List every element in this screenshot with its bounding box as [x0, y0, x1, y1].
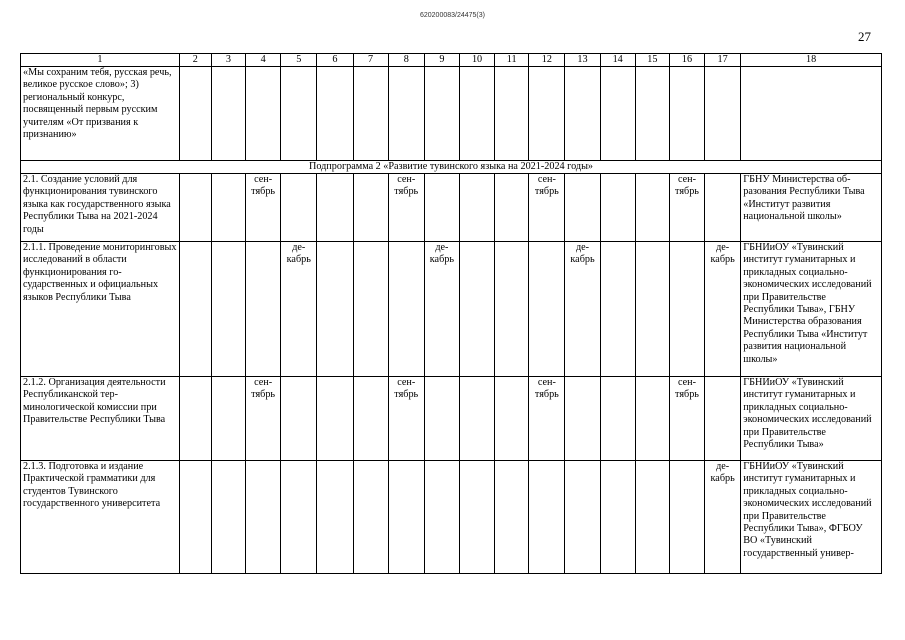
document-id: 620200083/24475(3) [419, 12, 485, 19]
schedule-cell-9 [424, 174, 459, 242]
header-cell-14: 14 [600, 54, 635, 67]
header-cell-17: 17 [705, 54, 741, 67]
table-row [21, 242, 882, 377]
schedule-cell-14 [600, 377, 635, 461]
schedule-cell-11 [495, 67, 529, 161]
schedule-cell-10 [459, 242, 494, 377]
schedule-cell-3 [211, 242, 245, 377]
header-cell-9: 9 [424, 54, 459, 67]
responsible-org-cell: ГБНИиОУ «Тувинский институт гуманитарных и прикладных социально-экономических исследований при Правительстве Республики Тыва» [741, 377, 882, 461]
schedule-cell-14 [600, 242, 635, 377]
schedule-cell-4 [246, 461, 281, 574]
schedule-cell-8: сентябрь [388, 377, 424, 461]
schedule-cell-11 [495, 174, 529, 242]
schedule-cell-15 [635, 67, 669, 161]
schedule-cell-17 [705, 377, 741, 461]
schedule-cell-6 [317, 174, 353, 242]
task-cell: 2.1. Создание условий для функционирования тувинского языка как государственного языка Республики Тыва на 2021-2024 годы [21, 174, 180, 242]
header-cell-10: 10 [459, 54, 494, 67]
schedule-cell-2 [179, 67, 211, 161]
schedule-cell-8 [388, 461, 424, 574]
schedule-cell-8 [388, 67, 424, 161]
schedule-cell-13 [565, 67, 600, 161]
task-cell: 2.1.1. Проведение мониторинговых исследований в области функционирования государственных и официальных языков Республики Тыва [21, 242, 180, 377]
schedule-cell-9 [424, 377, 459, 461]
header-cell-13: 13 [565, 54, 600, 67]
header-cell-18: 18 [741, 54, 882, 67]
page-number: 27 [858, 29, 871, 44]
schedule-cell-14 [600, 174, 635, 242]
schedule-cell-7 [353, 461, 388, 574]
schedule-cell-12 [529, 461, 565, 574]
responsible-org-cell: ГБНУ Министерства образования Республики Тыва «Институт развития национальной школы» [741, 174, 882, 242]
schedule-cell-2 [179, 174, 211, 242]
schedule-cell-6 [317, 242, 353, 377]
schedule-cell-10 [459, 377, 494, 461]
schedule-cell-5 [281, 174, 317, 242]
schedule-cell-5 [281, 377, 317, 461]
header-cell-2: 2 [179, 54, 211, 67]
schedule-cell-3 [211, 461, 245, 574]
schedule-cell-16 [669, 67, 704, 161]
header-cell-6: 6 [317, 54, 353, 67]
table-row [21, 174, 882, 242]
schedule-cell-6 [317, 377, 353, 461]
schedule-cell-15 [635, 461, 669, 574]
header-cell-3: 3 [211, 54, 245, 67]
schedule-cell-10 [459, 461, 494, 574]
schedule-cell-7 [353, 242, 388, 377]
table-row [21, 377, 882, 461]
schedule-cell-5: декабрь [281, 242, 317, 377]
schedule-cell-13 [565, 174, 600, 242]
schedule-cell-7 [353, 174, 388, 242]
header-cell-7: 7 [353, 54, 388, 67]
schedule-cell-10 [459, 174, 494, 242]
schedule-cell-15 [635, 242, 669, 377]
header-cell-8: 8 [388, 54, 424, 67]
schedule-cell-3 [211, 174, 245, 242]
schedule-cell-11 [495, 461, 529, 574]
schedule-cell-7 [353, 377, 388, 461]
schedule-cell-16 [669, 461, 704, 574]
schedule-cell-9: декабрь [424, 242, 459, 377]
schedule-cell-2 [179, 377, 211, 461]
schedule-cell-6 [317, 461, 353, 574]
subprogram-row [21, 161, 882, 174]
schedule-cell-9 [424, 67, 459, 161]
responsible-org-cell: ГБНИиОУ «Тувинский институт гуманитарных и прикладных социально-экономических исследований при Правительстве Республики Тыва», ФГБОУ ВО «Тувинский государственный универ- [741, 461, 882, 574]
schedule-cell-3 [211, 67, 245, 161]
schedule-cell-5 [281, 67, 317, 161]
table-row [21, 67, 882, 161]
header-cell-12: 12 [529, 54, 565, 67]
task-cell: «Мы сохраним тебя, русская речь, великое русское слово»; 3) региональный конкурс, посвященный первым русским учителям «От призвания к признанию» [21, 67, 180, 161]
schedule-cell-14 [600, 67, 635, 161]
responsible-org-cell: ГБНИиОУ «Тувинский институт гуманитарных и прикладных социально-экономических исследований при Правительстве Республики Тыва», ГБНУ Министерства образования Республики Тыва «Институт развития национальной школы» [741, 242, 882, 377]
schedule-cell-2 [179, 461, 211, 574]
task-cell: 2.1.3. Подготовка и издание Практической грамматики для студентов Тувинского государственного университета [21, 461, 180, 574]
schedule-cell-4 [246, 242, 281, 377]
schedule-cell-13 [565, 461, 600, 574]
schedule-cell-12: сентябрь [529, 174, 565, 242]
schedule-cell-15 [635, 377, 669, 461]
header-cell-16: 16 [669, 54, 704, 67]
schedule-cell-11 [495, 377, 529, 461]
header-row [21, 54, 882, 67]
schedule-cell-7 [353, 67, 388, 161]
schedule-cell-5 [281, 461, 317, 574]
schedule-cell-12: сентябрь [529, 377, 565, 461]
header-cell-11: 11 [495, 54, 529, 67]
schedule-cell-13 [565, 377, 600, 461]
plan-table [20, 53, 882, 574]
schedule-cell-4: сентябрь [246, 377, 281, 461]
schedule-cell-16: сентябрь [669, 174, 704, 242]
schedule-cell-8 [388, 242, 424, 377]
schedule-cell-15 [635, 174, 669, 242]
schedule-cell-10 [459, 67, 494, 161]
schedule-cell-2 [179, 242, 211, 377]
schedule-cell-12 [529, 67, 565, 161]
header-cell-1: 1 [21, 54, 180, 67]
schedule-cell-13: декабрь [565, 242, 600, 377]
schedule-cell-11 [495, 242, 529, 377]
schedule-cell-17 [705, 67, 741, 161]
schedule-cell-3 [211, 377, 245, 461]
schedule-cell-16 [669, 242, 704, 377]
schedule-cell-17 [705, 174, 741, 242]
header-cell-5: 5 [281, 54, 317, 67]
header-cell-4: 4 [246, 54, 281, 67]
schedule-cell-9 [424, 461, 459, 574]
schedule-cell-8: сентябрь [388, 174, 424, 242]
schedule-cell-17: декабрь [705, 461, 741, 574]
responsible-org-cell [741, 67, 882, 161]
subprogram-title: Подпрограмма 2 «Развитие тувинского языка на 2021-2024 годы» [21, 161, 882, 174]
schedule-cell-4: сентябрь [246, 174, 281, 242]
schedule-cell-6 [317, 67, 353, 161]
schedule-cell-12 [529, 242, 565, 377]
schedule-cell-17: декабрь [705, 242, 741, 377]
schedule-cell-4 [246, 67, 281, 161]
header-cell-15: 15 [635, 54, 669, 67]
table-row [21, 461, 882, 574]
task-cell: 2.1.2. Организация деятельности Республиканской терминологической комиссии при Правительстве Республики Тыва [21, 377, 180, 461]
schedule-cell-14 [600, 461, 635, 574]
schedule-cell-16: сентябрь [669, 377, 704, 461]
